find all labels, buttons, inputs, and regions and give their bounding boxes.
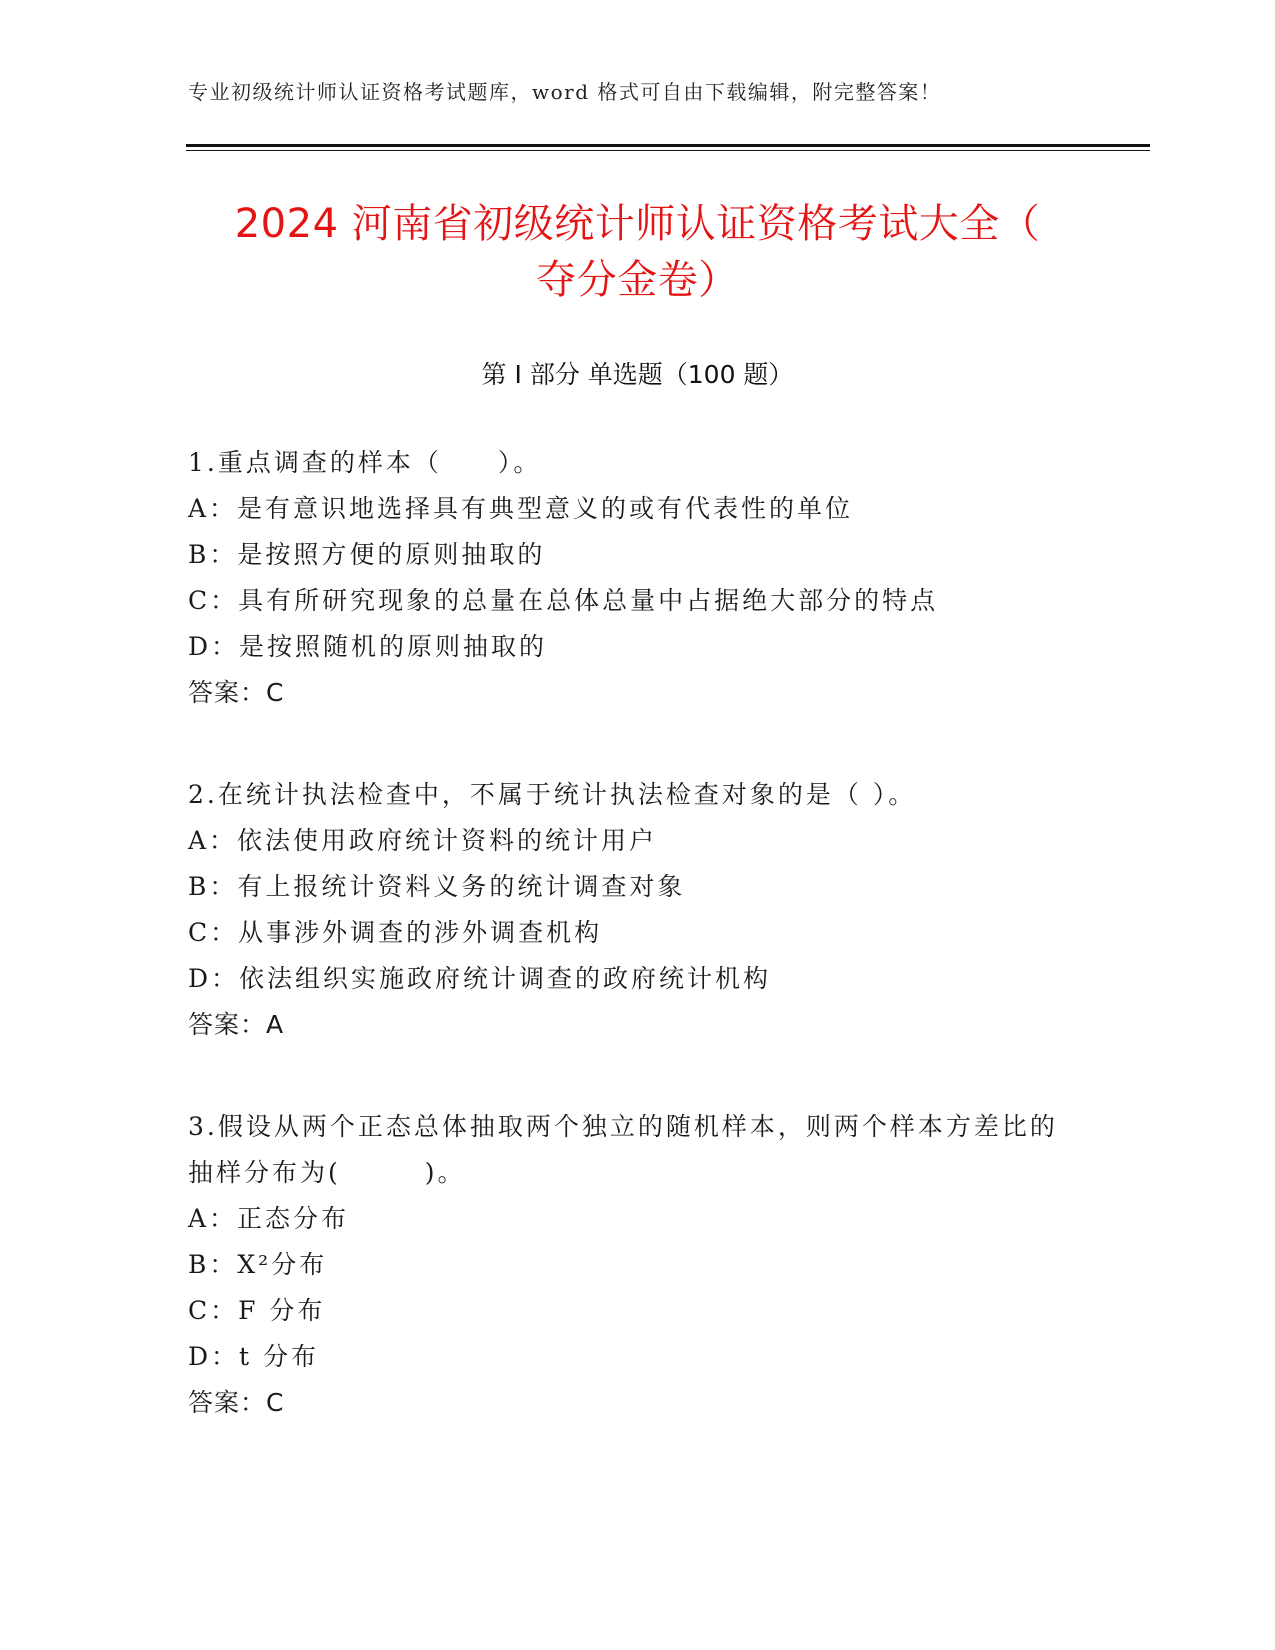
header-rule-thick xyxy=(186,144,1150,147)
answer-line: 答案：A xyxy=(188,1010,285,1039)
option-d: D：t 分布 xyxy=(188,1342,320,1371)
answer-line: 答案：C xyxy=(188,678,285,707)
document-title-line-2: 夺分金卷） xyxy=(536,257,739,303)
question-1 xyxy=(188,440,1088,716)
question-stem: 2.在统计执法检查中，不属于统计执法检查对象的是（ ）。 xyxy=(188,780,917,809)
document-title-line-1: 2024 河南省初级统计师认证资格考试大全（ xyxy=(234,201,1041,247)
document-title xyxy=(150,196,1125,308)
question-3 xyxy=(188,1104,1088,1426)
option-b: B：有上报统计资料义务的统计调查对象 xyxy=(188,872,686,901)
page-header-text: 专业初级统计师认证资格考试题库，word 格式可自由下载编辑，附完整答案！ xyxy=(188,80,942,104)
header-rule-thin xyxy=(186,150,1150,151)
question-2 xyxy=(188,772,1088,1048)
option-a: A：是有意识地选择具有典型意义的或有代表性的单位 xyxy=(188,494,854,523)
option-c: C：F 分布 xyxy=(188,1296,326,1325)
question-stem: 3.假设从两个正态总体抽取两个独立的随机样本，则两个样本方差比的抽样分布为( )。 xyxy=(188,1112,1058,1187)
option-c: C：从事涉外调查的涉外调查机构 xyxy=(188,918,603,947)
option-b: B：是按照方便的原则抽取的 xyxy=(188,540,546,569)
question-list xyxy=(188,440,1088,1482)
question-stem: 1.重点调查的样本（ ）。 xyxy=(188,448,542,477)
option-a: A：依法使用政府统计资料的统计用户 xyxy=(188,826,658,855)
option-a: A：正态分布 xyxy=(188,1204,350,1233)
option-d: D：依法组织实施政府统计调查的政府统计机构 xyxy=(188,964,772,993)
answer-line: 答案：C xyxy=(188,1388,285,1417)
option-d: D：是按照随机的原则抽取的 xyxy=(188,632,548,661)
option-c: C：具有所研究现象的总量在总体总量中占据绝大部分的特点 xyxy=(188,586,939,615)
option-b: B：X²分布 xyxy=(188,1250,328,1279)
section-heading: 第 I 部分 单选题（100 题） xyxy=(481,360,794,389)
